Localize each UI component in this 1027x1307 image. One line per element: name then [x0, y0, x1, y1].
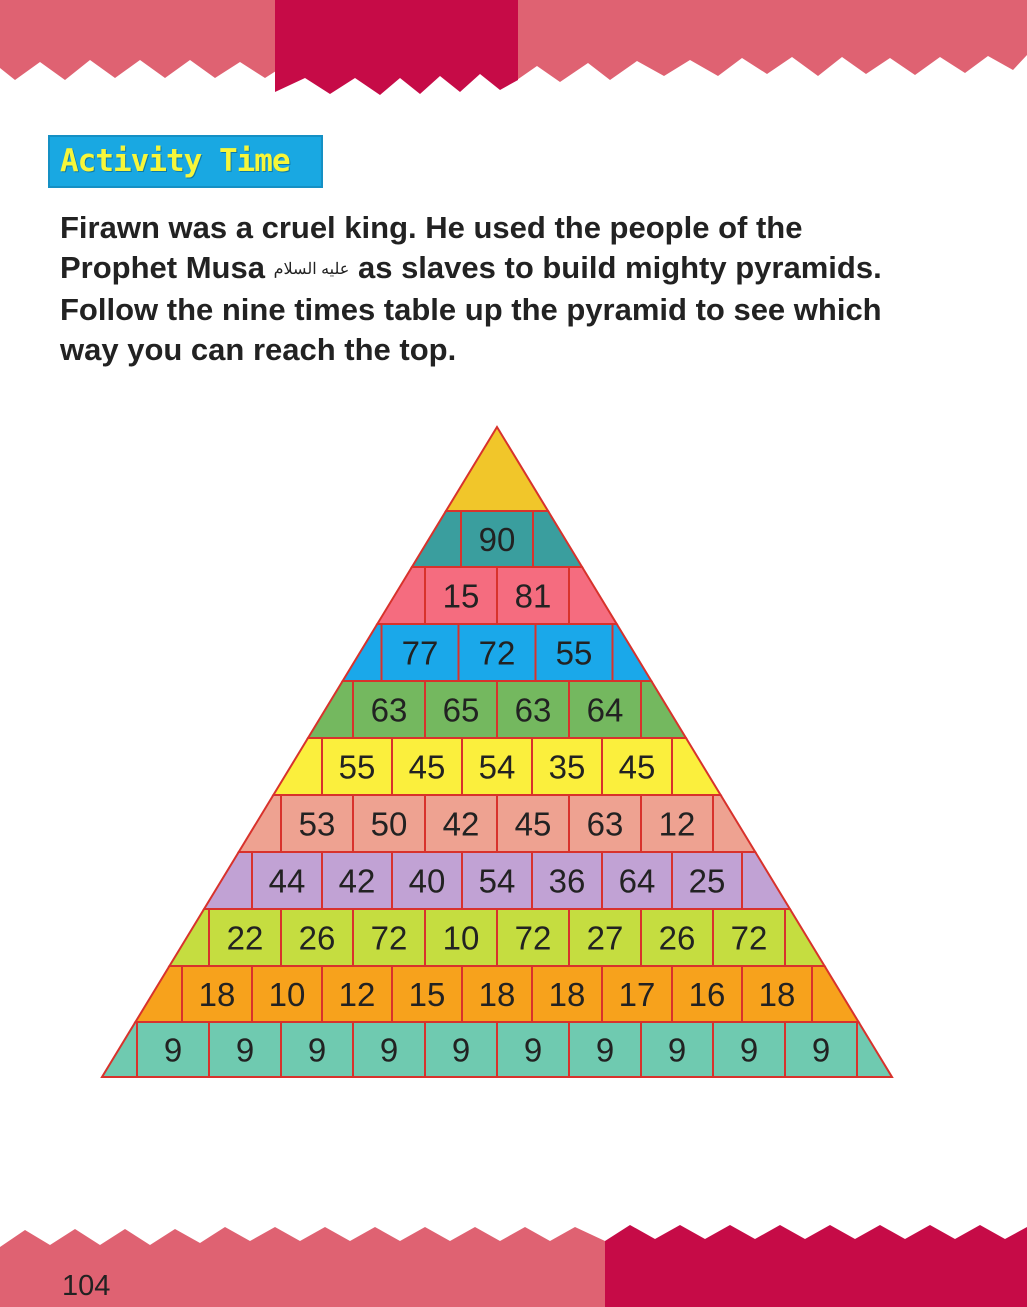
pyramid-number[interactable]: 77: [401, 634, 439, 672]
instructions-line-4: way you can reach the top.: [60, 331, 457, 367]
pyramid-number[interactable]: 50: [370, 805, 408, 843]
pyramid-number[interactable]: 55: [338, 748, 376, 786]
pyramid-number[interactable]: 72: [370, 919, 408, 957]
pyramid-number[interactable]: 64: [618, 862, 656, 900]
pyramid-number[interactable]: 26: [298, 919, 336, 957]
pyramid-number[interactable]: 63: [514, 691, 552, 729]
pyramid-number[interactable]: 27: [586, 919, 624, 957]
honorific-symbol: عليه السلام: [273, 260, 350, 278]
pyramid-number[interactable]: 10: [268, 976, 306, 1013]
pyramid-number[interactable]: 9: [811, 1031, 831, 1069]
page-number: 104: [62, 1270, 111, 1302]
bottom-decorative-band: [0, 1225, 1027, 1307]
pyramid-number[interactable]: 15: [408, 976, 446, 1013]
pyramid-number[interactable]: 12: [658, 805, 696, 843]
pyramid-number[interactable]: 63: [370, 691, 408, 729]
pyramid-number[interactable]: 9: [739, 1031, 759, 1069]
pyramid-number[interactable]: 45: [408, 748, 446, 786]
instructions-line-2-end: as slaves to build mighty pyramids.: [357, 250, 882, 285]
pyramid-number[interactable]: 17: [618, 976, 656, 1013]
pyramid-number[interactable]: 42: [442, 805, 480, 843]
pyramid-number[interactable]: 12: [338, 976, 376, 1013]
pyramid-number[interactable]: 72: [514, 919, 552, 957]
pyramid-number[interactable]: 63: [586, 805, 624, 843]
instructions-line-1: Firawn was a cruel king. He used the people of the: [60, 210, 803, 245]
pyramid-apex: [446, 427, 548, 511]
pyramid-number[interactable]: 35: [548, 748, 586, 786]
pyramid-number[interactable]: 45: [618, 748, 656, 786]
pyramid-number[interactable]: 9: [163, 1031, 183, 1069]
pyramid-number[interactable]: 81: [514, 577, 552, 615]
pyramid-number[interactable]: 9: [595, 1031, 615, 1069]
pyramid-number[interactable]: 22: [226, 919, 264, 957]
pyramid-number[interactable]: 18: [198, 976, 236, 1013]
pyramid-number[interactable]: 42: [338, 862, 376, 900]
pyramid-number[interactable]: 16: [688, 976, 726, 1013]
pyramid-number[interactable]: 64: [586, 691, 624, 729]
pyramid-number[interactable]: 55: [555, 634, 593, 672]
pyramid-number[interactable]: 54: [478, 748, 516, 786]
pyramid-number[interactable]: 15: [442, 577, 480, 615]
activity-time-heading: Activity Time: [60, 143, 290, 179]
pyramid-number[interactable]: 90: [478, 521, 516, 558]
pyramid-number[interactable]: 9: [379, 1031, 399, 1069]
bottom-band-dark: [605, 1225, 1027, 1307]
pyramid-number[interactable]: 36: [548, 862, 586, 900]
pyramid-number[interactable]: 18: [758, 976, 796, 1013]
pyramid-number[interactable]: 45: [514, 805, 552, 843]
pyramid-number[interactable]: 53: [298, 805, 336, 843]
pyramid-number[interactable]: 26: [658, 919, 696, 957]
pyramid-number[interactable]: 9: [451, 1031, 471, 1069]
instructions-line-2-start: Prophet Musa: [60, 250, 265, 285]
pyramid-number[interactable]: 9: [307, 1031, 327, 1069]
pyramid-number[interactable]: 72: [730, 919, 768, 957]
pyramid-number[interactable]: 18: [478, 976, 516, 1013]
pyramid-number[interactable]: 65: [442, 691, 480, 729]
pyramid-number[interactable]: 10: [442, 919, 480, 957]
pyramid-number[interactable]: 40: [408, 862, 446, 900]
pyramid-number[interactable]: 72: [478, 634, 516, 672]
pyramid-number[interactable]: 9: [667, 1031, 687, 1069]
pyramid-number[interactable]: 44: [268, 862, 306, 900]
pyramid-number[interactable]: 54: [478, 862, 516, 900]
pyramid-number[interactable]: 25: [688, 862, 726, 900]
pyramid-number[interactable]: 9: [235, 1031, 255, 1069]
pyramid-number[interactable]: 18: [548, 976, 586, 1013]
instructions-line-3: Follow the nine times table up the pyramid to see which: [60, 291, 882, 327]
pyramid-number[interactable]: 9: [523, 1031, 543, 1069]
